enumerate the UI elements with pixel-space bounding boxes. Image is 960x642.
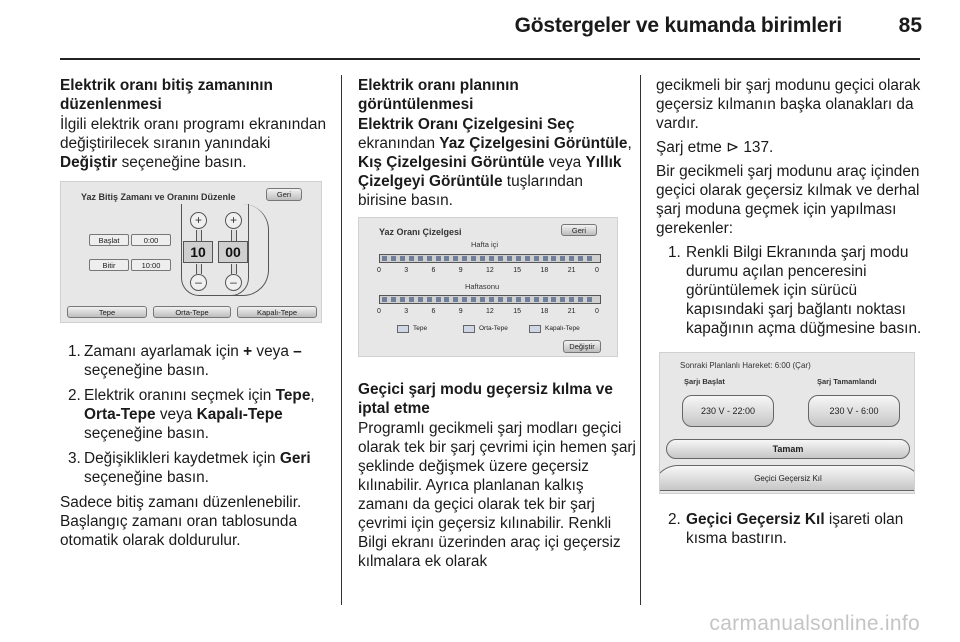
legend-off-peak: Kapalı-Tepe — [545, 325, 580, 332]
hour-value: 10 — [183, 241, 213, 263]
schedule-block — [436, 297, 441, 302]
page-number: 85 — [898, 14, 922, 37]
column-3 — [656, 76, 922, 338]
schedule-block — [427, 256, 432, 261]
schedule-block — [560, 256, 565, 261]
step-1: 1. Zamanı ayarlamak için + veya – seçeneğine basın. — [68, 343, 302, 379]
schedule-block — [516, 256, 521, 261]
schedule-block — [480, 297, 485, 302]
schedule-block — [525, 256, 530, 261]
axis-tick-label: 6 — [431, 267, 436, 274]
section-heading-view-plan: Elektrik oranı planının görüntülenmesi — [358, 77, 519, 113]
schedule-block — [551, 297, 556, 302]
term-change: Değiştir — [60, 154, 118, 171]
page-reference-icon: ⊳ — [726, 139, 740, 156]
hour-plus-button[interactable]: + — [190, 212, 207, 229]
off-peak-button[interactable]: Kapalı-Tepe — [237, 306, 317, 318]
schedule-block — [498, 256, 503, 261]
schedule-block — [462, 297, 467, 302]
cross-reference: Şarj etme ⊳ 137. — [656, 139, 774, 156]
axis-tick-label: 12 — [486, 267, 494, 274]
schedule-block — [534, 256, 539, 261]
back-button[interactable]: Geri — [266, 188, 302, 201]
column-divider-2 — [640, 75, 641, 605]
schedule-block — [560, 297, 565, 302]
schedule-block — [543, 297, 548, 302]
header-rule — [60, 58, 920, 60]
schedule-block — [409, 256, 414, 261]
charge-end-value: 230 V - 6:00 — [808, 395, 900, 427]
axis-tick-label: 0 — [377, 267, 381, 274]
paragraph-intro: İlgili elektrik oranı programı ekranından değiştirilecek sıranın yanındaki Değiştir seçeneğine basın. — [60, 116, 327, 171]
schedule-block — [400, 297, 405, 302]
axis-tick-label: 0 — [377, 308, 381, 315]
axis-tick-label: 0 — [595, 308, 599, 315]
schedule-block — [418, 297, 423, 302]
paragraph-continued: gecikmeli bir şarj modunu geçici olarak geçersiz kılmanın başka olanakları da vardır. — [656, 77, 921, 132]
column-1 — [60, 76, 332, 177]
schedule-block — [391, 297, 396, 302]
schedule-block — [427, 297, 432, 302]
schedule-block — [569, 297, 574, 302]
legend-mid-peak: Orta-Tepe — [479, 325, 508, 332]
axis-tick-label: 3 — [404, 267, 409, 274]
screen-title: Yaz Oranı Çizelgesi — [379, 227, 462, 237]
schedule-block — [489, 256, 494, 261]
legend-off-peak-swatch — [529, 325, 541, 333]
paragraph-steps-intro: Bir gecikmeli şarj modunu araç içinden geçici olarak geçersiz kılmak ve derhal şarj moduna geçmek için yapılması gerekenler: — [656, 163, 920, 237]
axis-tick-label: 6 — [431, 308, 436, 315]
step-2-override: 2. Geçici Geçersiz Kıl işareti olan kısma bastırın. — [668, 511, 904, 547]
step-1-charge-port: 1. Renkli Bilgi Ekranında şarj modu durumu açılan penceresini görüntülemek için sürücü kapısındaki şarj bağlantı noktası kapağının açma düğmesine basın. — [668, 244, 922, 337]
weekday-label: Hafta içi — [471, 240, 499, 249]
schedule-block — [587, 256, 592, 261]
column-1-lower — [60, 342, 335, 555]
schedule-block — [462, 256, 467, 261]
axis-tick-label: 18 — [540, 308, 549, 315]
schedule-block — [444, 256, 449, 261]
schedule-block — [436, 256, 441, 261]
axis-tick-label: 21 — [567, 308, 576, 315]
schedule-block — [400, 256, 405, 261]
mid-peak-button[interactable]: Orta-Tepe — [153, 306, 231, 318]
paragraph-outro: Sadece bitiş zamanı düzenlenebilir. Başlangıç zamanı oran tablosunda otomatik olarak doldurulur. — [60, 494, 302, 549]
screen-summer-rate-schedule — [358, 217, 618, 357]
schedule-block — [516, 297, 521, 302]
schedule-block — [534, 297, 539, 302]
column-2 — [358, 76, 633, 215]
axis-tick-label: 0 — [595, 267, 599, 274]
hour-minus-button[interactable]: – — [190, 274, 207, 291]
axis-tick-label: 21 — [567, 267, 576, 274]
schedule-block — [551, 256, 556, 261]
schedule-block — [444, 297, 449, 302]
step-2: 2. Elektrik oranını seçmek için Tepe, Orta-Tepe veya Kapalı-Tepe seçeneğine basın. — [68, 387, 315, 442]
back-button[interactable]: Geri — [561, 224, 597, 236]
charge-start-label: Şarjı Başlat — [684, 377, 725, 386]
minute-plus-button[interactable]: + — [225, 212, 242, 229]
schedule-block — [418, 256, 423, 261]
axis-tick-label: 12 — [486, 308, 494, 315]
schedule-block — [480, 256, 485, 261]
paragraph-override: Programlı gecikmeli şarj modları geçici olarak tek bir şarj çevrimi için hemen şarj şeklinde değişmek üzere geçersiz kılınabilir. Ayrıca planlanan kalkış zamanı da geçici olarak tek bir şarj çevrimi için geçersiz kılınabilir. Renkli Bilgi ekranı üzerinden araç içi geçersiz kılmalara ek olarak — [358, 420, 636, 570]
legend-peak-swatch — [397, 325, 409, 333]
change-button[interactable]: Değiştir — [563, 340, 601, 353]
screen-edit-end-time — [60, 181, 322, 323]
end-label: Bitir — [89, 259, 129, 271]
section-heading-end-time: Elektrik oranı bitiş zamanının düzenlenmesi — [60, 77, 273, 113]
schedule-block — [409, 297, 414, 302]
schedule-block — [498, 297, 503, 302]
page-header-title: Göstergeler ve kumanda birimleri — [514, 14, 842, 37]
legend-mid-peak-swatch — [463, 325, 475, 333]
axis-tick-label: 9 — [458, 267, 463, 274]
schedule-block — [507, 297, 512, 302]
ok-button[interactable]: Tamam — [666, 439, 910, 459]
axis-tick-label: 15 — [513, 267, 522, 274]
axis-tick-label: 18 — [540, 267, 549, 274]
schedule-block — [471, 256, 476, 261]
charge-end-label: Şarj Tamamlandı — [817, 377, 877, 386]
column-2-lower — [358, 380, 636, 576]
schedule-block — [453, 256, 458, 261]
step-3: 3. Değişiklikleri kaydetmek için Geri seçeneğine basın. — [68, 450, 311, 486]
screen-charge-mode-popup — [659, 352, 915, 494]
schedule-block — [382, 297, 387, 302]
column-divider-1 — [341, 75, 342, 605]
schedule-block — [543, 256, 548, 261]
screen-title: Yaz Bitiş Zamanı ve Oranını Düzenle — [81, 192, 236, 202]
minute-stem-lower — [231, 264, 237, 274]
schedule-block — [453, 297, 458, 302]
end-value: 10:00 — [131, 259, 171, 271]
minute-value: 00 — [218, 241, 248, 263]
start-value: 0:00 — [131, 234, 171, 246]
charge-start-value: 230 V - 22:00 — [682, 395, 774, 427]
watermark: carmanualsonline.info — [709, 612, 920, 635]
schedule-block — [391, 256, 396, 261]
schedule-block — [507, 256, 512, 261]
schedule-block — [578, 297, 583, 302]
weekend-label: Haftasonu — [465, 282, 500, 291]
axis-tick-label: 9 — [458, 308, 463, 315]
section-heading-override: Geçici şarj modu geçersiz kılma ve iptal etme — [358, 381, 613, 417]
schedule-block — [525, 297, 530, 302]
peak-button[interactable]: Tepe — [67, 306, 147, 318]
screen-title: Sonraki Planlanlı Hareket: 6:00 (Çar) — [680, 361, 811, 370]
hour-stem-lower — [196, 264, 202, 274]
temporary-override-button[interactable]: Geçici Geçersiz Kıl — [659, 465, 915, 491]
schedule-block — [578, 256, 583, 261]
start-label: Başlat — [89, 234, 129, 246]
paragraph-view-plan: Elektrik Oranı Çizelgesini Seç ekranından Yaz Çizelgesini Görüntüle, Kış Çizelgesini Görüntüle veya Yıllık Çizelgeyi Görüntüle tuşlarından birisine basın. — [358, 116, 632, 209]
minute-minus-button[interactable]: – — [225, 274, 242, 291]
axis-tick-label: 15 — [513, 308, 522, 315]
legend-peak: Tepe — [413, 325, 428, 332]
schedule-block — [382, 256, 387, 261]
schedule-block — [569, 256, 574, 261]
column-3-lower — [656, 510, 918, 548]
schedule-block — [587, 297, 592, 302]
axis-tick-label: 3 — [404, 308, 409, 315]
schedule-block — [471, 297, 476, 302]
schedule-block — [489, 297, 494, 302]
